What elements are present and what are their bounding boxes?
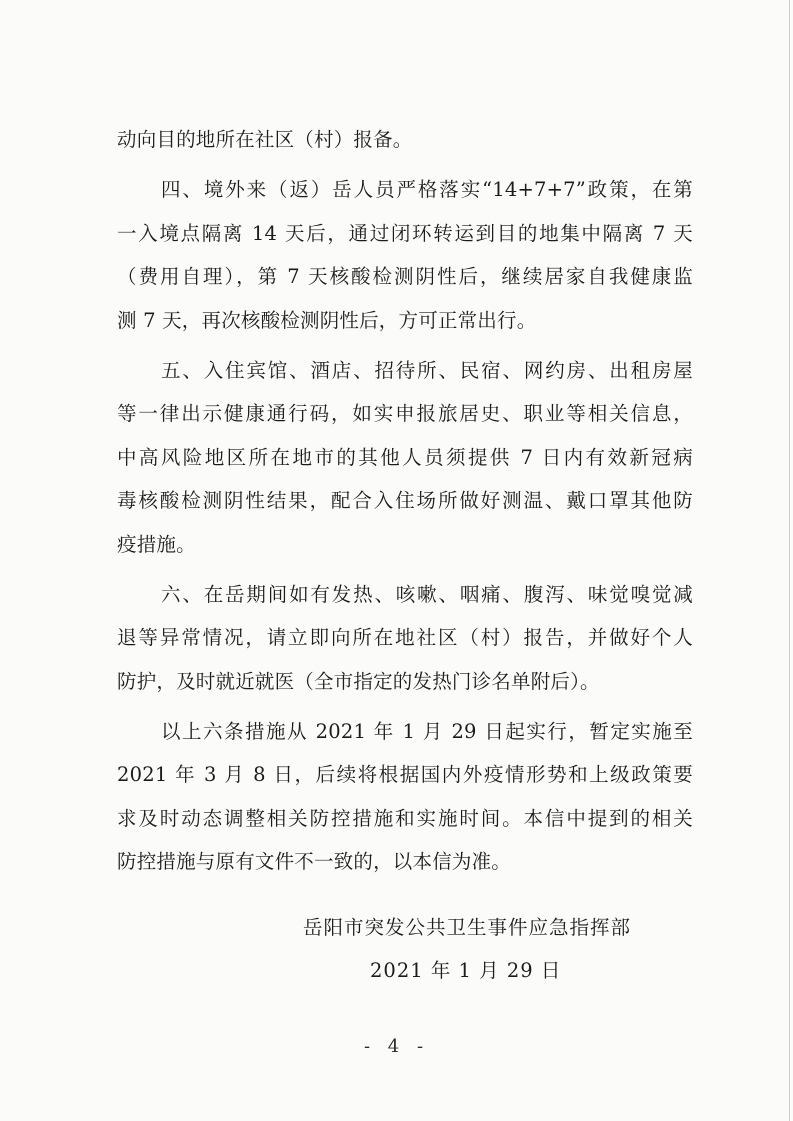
paragraph-line: 求及时动态调整相关防控措施和实施时间。本信中提到的相关 bbox=[117, 806, 693, 830]
paragraph-line: 一入境点隔离 14 天后，通过闭环转运到目的地集中隔离 7 天 bbox=[117, 221, 693, 245]
scan-edge-line bbox=[789, 0, 790, 1121]
paragraph-line: 五、入住宾馆、酒店、招待所、民宿、网约房、出租房屋 bbox=[161, 358, 693, 382]
paragraph-line: 2021 年 3 月 8 日，后续将根据国内外疫情形势和上级政策要 bbox=[117, 763, 693, 787]
paragraph-line: 测 7 天，再次核酸检测阴性后，方可正常出行。 bbox=[117, 308, 537, 332]
paragraph-line: 疫措施。 bbox=[117, 532, 196, 556]
document-body bbox=[117, 118, 693, 884]
paragraph-line: 六、在岳期间如有发热、咳嗽、咽痛、腹泻、味觉嗅觉减 bbox=[161, 582, 693, 606]
paragraph-line: （费用自理），第 7 天核酸检测阴性后，继续居家自我健康监 bbox=[117, 265, 693, 289]
signature-organization: 岳阳市突发公共卫生事件应急指挥部 bbox=[303, 916, 632, 939]
paragraph-line: 动向目的地所在社区（村）报备。 bbox=[117, 128, 413, 151]
page-number: - 4 - bbox=[363, 1036, 430, 1057]
paragraph-line: 毒核酸检测阴性结果，配合入住场所做好测温、戴口罩其他防 bbox=[117, 489, 693, 513]
paragraph-line: 中高风险地区所在地市的其他人员须提供 7 日内有效新冠病 bbox=[117, 445, 693, 469]
paragraph-line: 等一律出示健康通行码，如实申报旅居史、职业等相关信息， bbox=[117, 402, 693, 426]
signature-date: 2021 年 1 月 29 日 bbox=[370, 959, 562, 982]
paragraph-line: 四、境外来（返）岳人员严格落实“14+7+7”政策，在第 bbox=[161, 178, 693, 202]
paragraph-line: 防控措施与原有文件不一致的，以本信为准。 bbox=[117, 850, 512, 874]
paragraph-line: 退等异常情况，请立即向所在地社区（村）报告，并做好个人 bbox=[117, 626, 693, 650]
paragraph-line: 以上六条措施从 2021 年 1 月 29 日起实行，暂定实施至 bbox=[161, 720, 693, 744]
paragraph-line: 防护，及时就近就医（全市指定的发热门诊名单附后）。 bbox=[117, 669, 600, 693]
